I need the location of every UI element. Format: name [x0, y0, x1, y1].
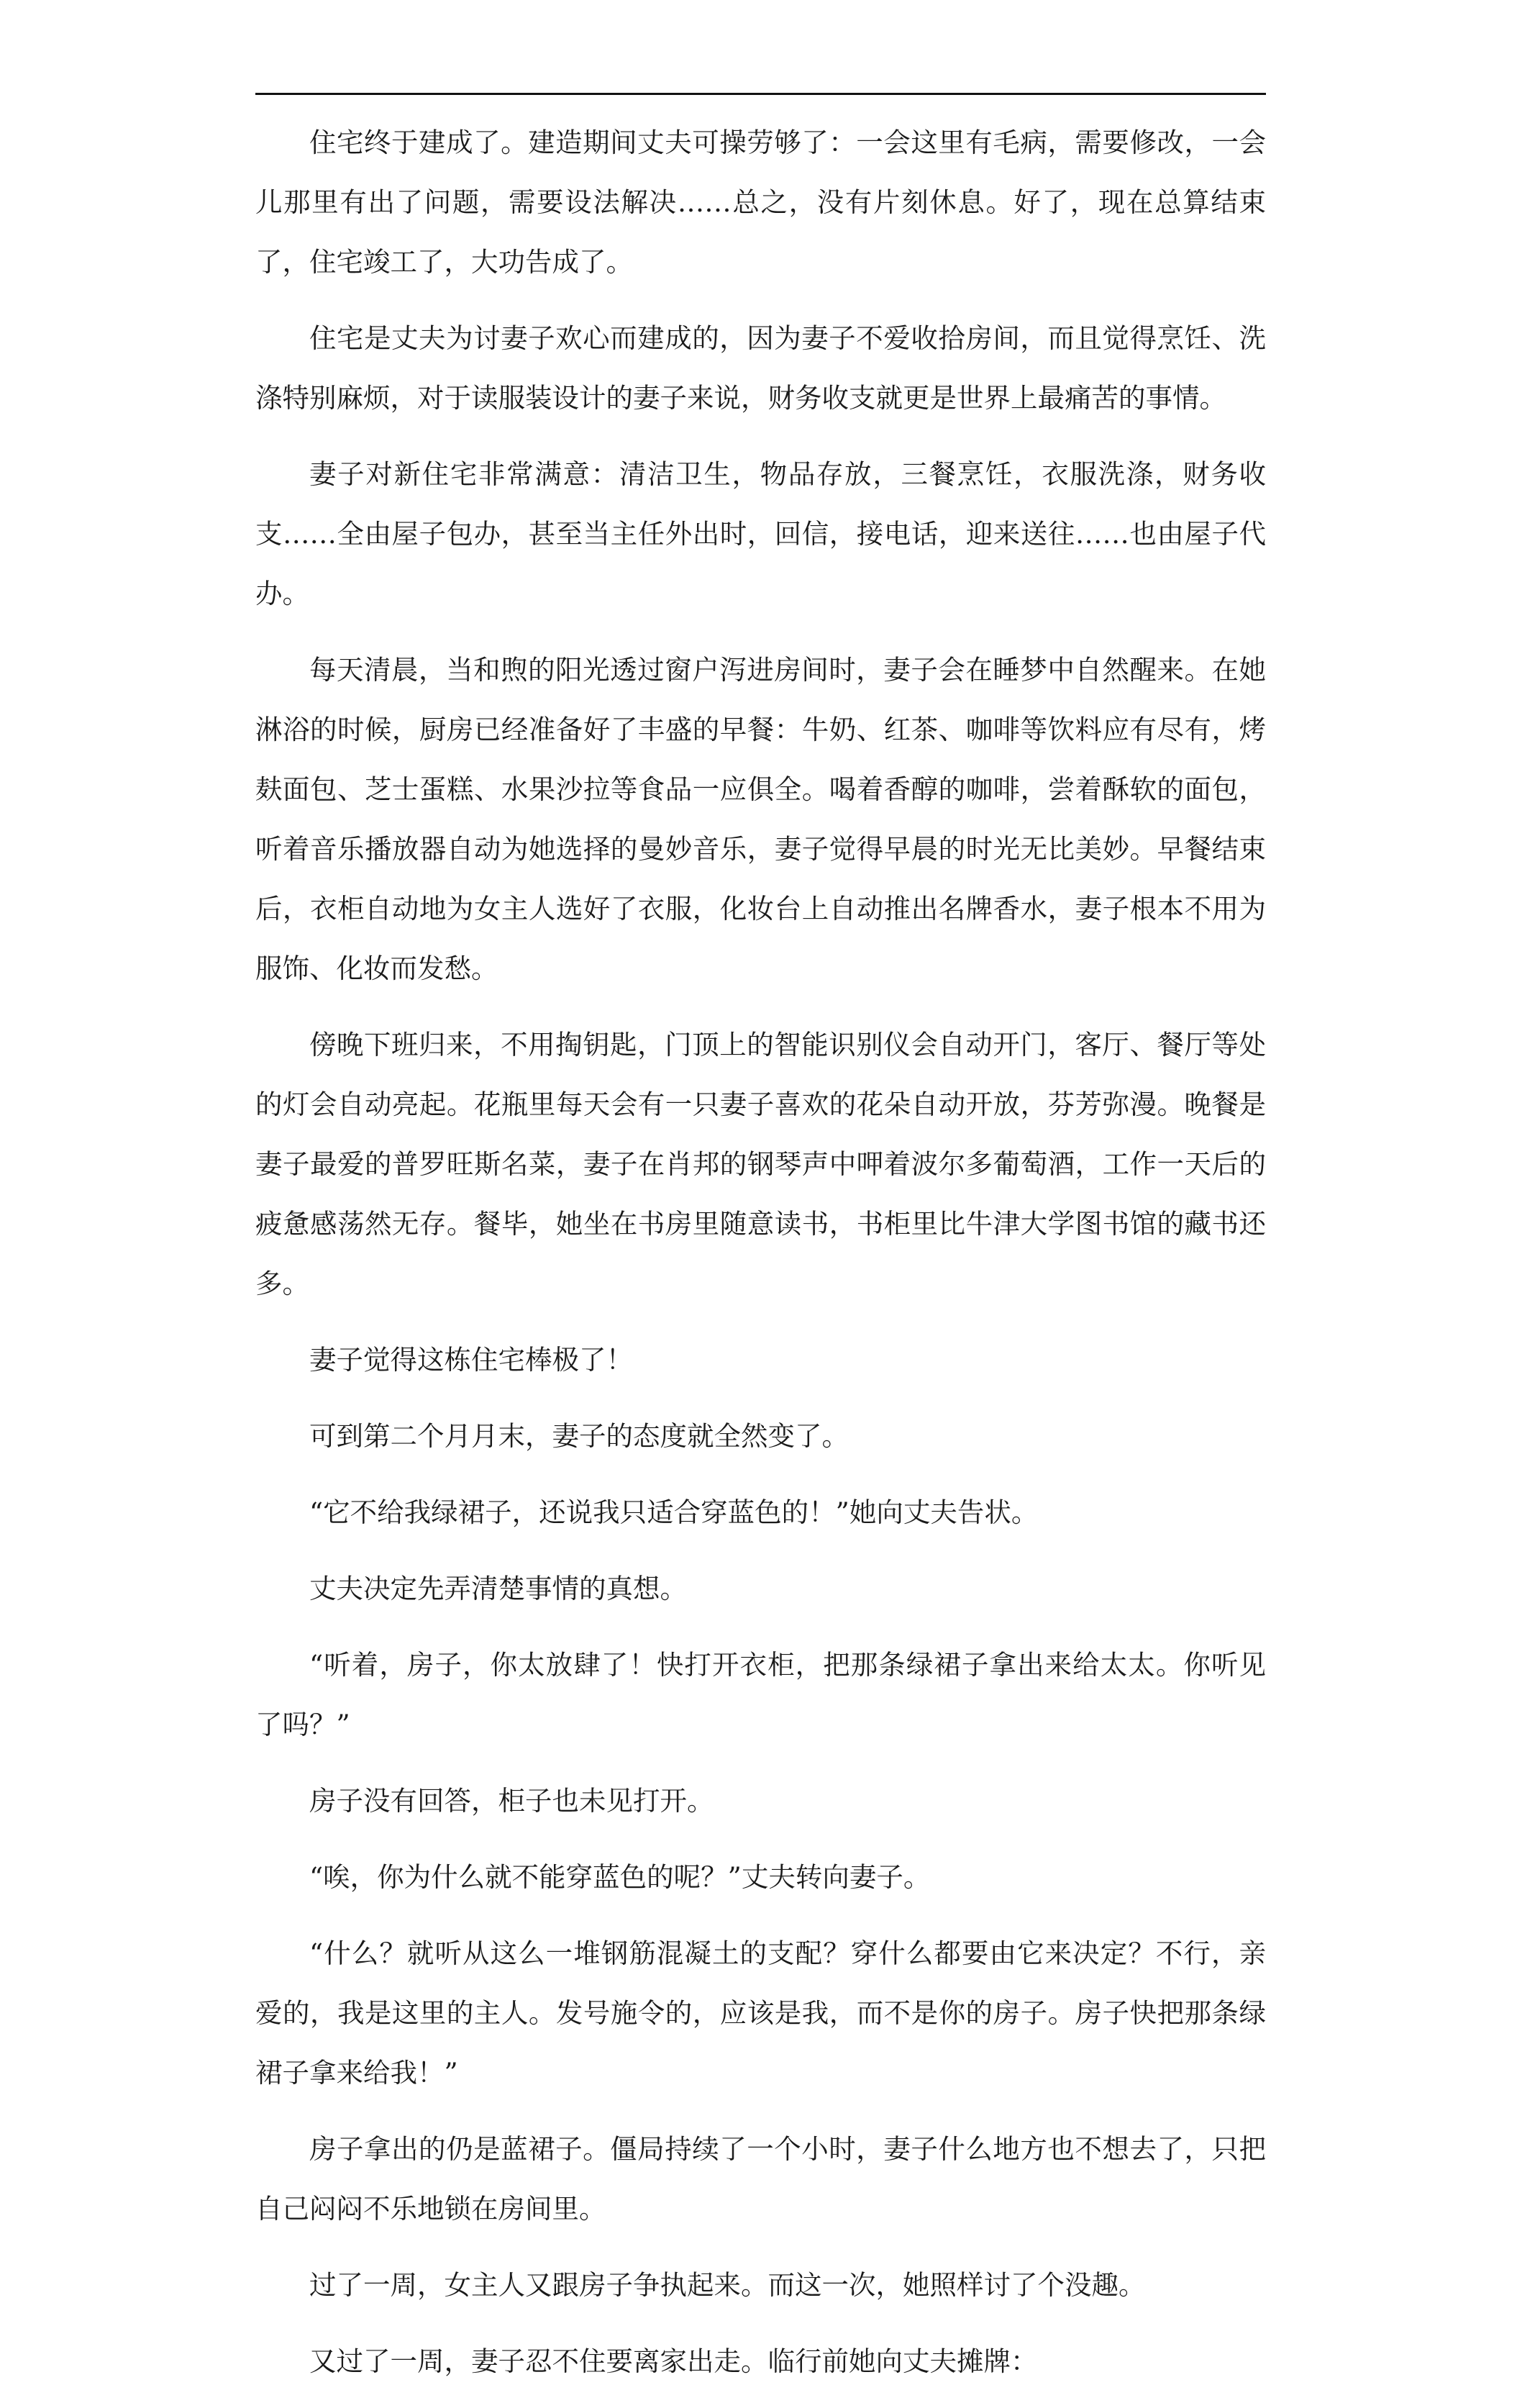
paragraph-5: 傍晚下班归来，不用掏钥匙，门顶上的智能识别仪会自动开门，客厅、餐厅等处的灯会自动亮起。花瓶里每天会有一只妻子喜欢的花朵自动开放，芬芳弥漫。晚餐是妻子最爱的普罗旺斯名菜，妻子在肖邦的钢琴声中呷着波尔多葡萄酒，工作一天后的疲惫感荡然无存。餐毕，她坐在书房里随意读书，书柜里比牛津大学图书馆的藏书还多。 — [255, 1029, 1266, 1299]
story-body — [255, 113, 1266, 2408]
paragraph-7: 可到第二个月月末，妻子的态度就全然变了。 — [309, 1420, 849, 1452]
paragraph-15: 过了一周，女主人又跟房子争执起来。而这一次，她照样讨了个没趣。 — [309, 2269, 1146, 2301]
paragraph-6: 妻子觉得这栋住宅棒极了！ — [309, 1344, 633, 1376]
paragraph-2: 住宅是丈夫为讨妻子欢心而建成的，因为妻子不爱收拾房间，而且觉得烹饪、洗涤特别麻烦，对于读服装设计的妻子来说，财务收支就更是世界上最痛苦的事情。 — [255, 322, 1266, 414]
paragraph-16: 又过了一周，妻子忍不住要离家出走。临行前她向丈夫摊牌： — [309, 2345, 1038, 2377]
paragraph-1: 住宅终于建成了。建造期间丈夫可操劳够了：一会这里有毛病，需要修改，一会儿那里有出了问题，需要设法解决……总之，没有片刻休息。好了，现在总算结束了，住宅竣工了，大功告成了。 — [255, 127, 1266, 278]
paragraph-13: “什么？就听从这么一堆钢筋混凝土的支配？穿什么都要由它来决定？不行，亲爱的，我是这里的主人。发号施令的，应该是我，而不是你的房子。房子快把那条绿裙子拿来给我！” — [255, 1937, 1266, 2089]
paragraph-10: “听着，房子，你太放肆了！快打开衣柜，把那条绿裙子拿出来给太太。你听见了吗？” — [255, 1649, 1266, 1740]
paragraph-12: “唉，你为什么就不能穿蓝色的呢？”丈夫转向妻子。 — [309, 1861, 931, 1893]
header-rule — [255, 93, 1266, 95]
paragraph-14: 房子拿出的仍是蓝裙子。僵局持续了一个小时，妻子什么地方也不想去了，只把自己闷闷不乐地锁在房间里。 — [255, 2133, 1266, 2225]
paragraph-8: “它不给我绿裙子，还说我只适合穿蓝色的！”她向丈夫告状。 — [309, 1496, 1039, 1528]
paragraph-3: 妻子对新住宅非常满意：清洁卫生，物品存放，三餐烹饪，衣服洗涤，财务收支……全由屋子包办，甚至当主任外出时，回信，接电话，迎来送往……也由屋子代办。 — [255, 458, 1266, 609]
paragraph-9: 丈夫决定先弄清楚事情的真想。 — [309, 1573, 687, 1604]
paragraph-11: 房子没有回答，柜子也未见打开。 — [309, 1785, 714, 1817]
paragraph-4: 每天清晨，当和煦的阳光透过窗户泻进房间时，妻子会在睡梦中自然醒来。在她淋浴的时候，厨房已经准备好了丰盛的早餐：牛奶、红茶、咖啡等饮料应有尽有，烤麸面包、芝士蛋糕、水果沙拉等食品一应俱全。喝着香醇的咖啡，尝着酥软的面包，听着音乐播放器自动为她选择的曼妙音乐，妻子觉得早晨的时光无比美妙。早餐结束后，衣柜自动地为女主人选好了衣服，化妆台上自动推出名牌香水，妻子根本不用为服饰、化妆而发愁。 — [255, 654, 1266, 984]
